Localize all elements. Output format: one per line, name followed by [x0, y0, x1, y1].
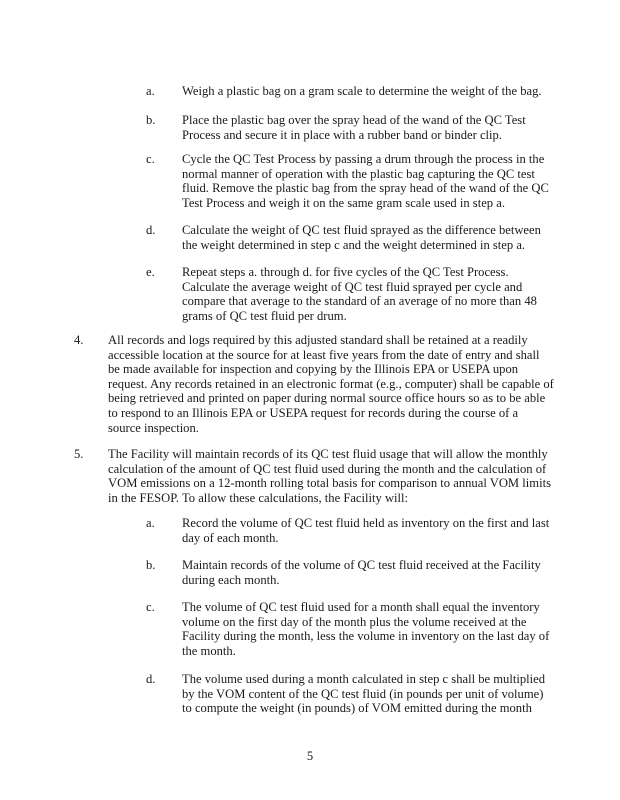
sub-5-b-text: Maintain records of the volume of QC test fluid received at the Facility during each month. — [182, 558, 541, 587]
sub-5-c-text: The volume of QC test fluid used for a month shall equal the inventory volume on the first day of the month plus the volume received at the Facility during the month, less the volume in inventory on the last day of the month. — [182, 600, 550, 658]
step-c-marker: c. — [146, 152, 155, 166]
step-a-text: Weigh a plastic bag on a gram scale to determine the weight of the bag. — [182, 84, 542, 98]
sub-5-c-marker: c. — [146, 600, 155, 614]
step-c-text: Cycle the QC Test Process by passing a drum through the process in the normal manner of operation with the plastic bag capturing the QC test fluid. Remove the plastic bag from the spray head of the wand of the QC Test Process and weigh it on the same gram scale used in step a. — [182, 152, 549, 210]
item-4-marker: 4. — [74, 333, 84, 347]
page-number: 5 — [306, 749, 314, 763]
sub-5-a-marker: a. — [146, 516, 155, 530]
step-b-marker: b. — [146, 113, 156, 127]
sub-5-b-marker: b. — [146, 558, 156, 572]
step-d-text: Calculate the weight of QC test fluid sprayed as the difference between the weight determined in step c and the weight determined in step a. — [182, 223, 541, 252]
step-a-marker: a. — [146, 84, 155, 98]
item-4-text: All records and logs required by this adjusted standard shall be retained at a readily accessible location at the source for at least five years from the date of entry and shall be made available for inspection and copying by the Illinois EPA or USEPA upon request. Any records retained in an electronic format (e.g., computer) shall be capable of being retrieved and printed on paper during normal source office hours so as to be able to respond to an Illinois EPA or USEPA request for records during the course of a source inspection. — [108, 333, 554, 435]
step-d-marker: d. — [146, 223, 156, 237]
item-5-text: The Facility will maintain records of its QC test fluid usage that will allow the monthly calculation of the amount of QC test fluid used during the month and the calculation of VOM emissions on a 12-month rolling total basis for comparison to annual VOM limits in the FESOP. To allow these calculations, the Facility will: — [108, 447, 551, 505]
step-b-text: Place the plastic bag over the spray head of the wand of the QC Test Process and secure it in place with a rubber band or binder clip. — [182, 113, 526, 142]
sub-5-a-text: Record the volume of QC test fluid held as inventory on the first and last day of each month. — [182, 516, 550, 545]
step-e-text: Repeat steps a. through d. for five cycles of the QC Test Process. Calculate the average weight of QC test fluid sprayed per cycle and compare that average to the standard of an average of no more than 48 grams of QC test fluid per drum. — [182, 265, 537, 323]
sub-5-d-marker: d. — [146, 672, 156, 686]
sub-5-d-text: The volume used during a month calculated in step c shall be multiplied by the VOM content of the QC test fluid (in pounds per unit of volume) to compute the weight (in pounds) of VOM emitted during the month — [182, 672, 546, 716]
item-5-marker: 5. — [74, 447, 84, 461]
step-e-marker: e. — [146, 265, 155, 279]
